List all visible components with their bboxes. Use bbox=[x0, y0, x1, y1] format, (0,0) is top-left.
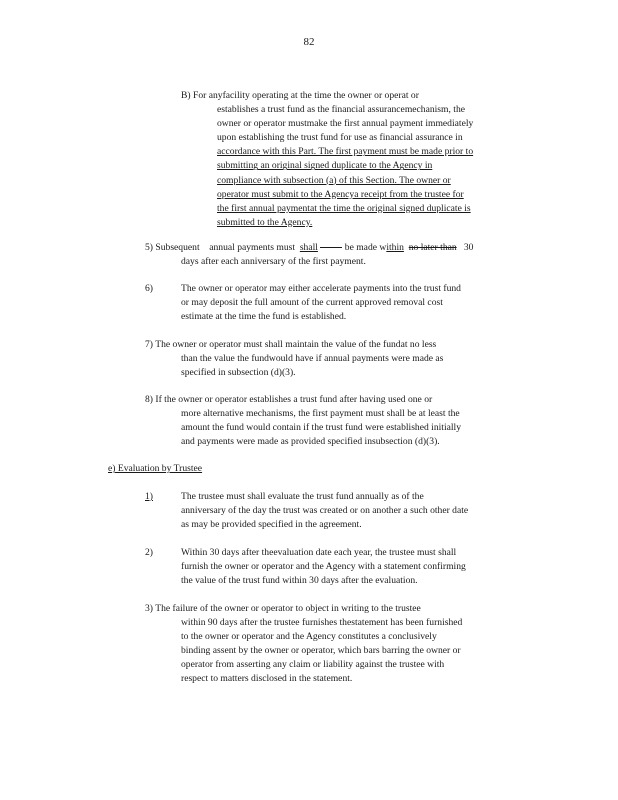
paragraph-line: accordance with this Part. The first payment must be made prior to bbox=[217, 146, 474, 158]
section-heading-e: e) Evaluation by Trustee bbox=[108, 463, 203, 474]
paragraph-line: submitting an original signed duplicate to the Agency in bbox=[217, 160, 433, 172]
item-number: 5) Subsequent bbox=[145, 242, 200, 253]
paragraph-line: respect to matters disclosed in the statement. bbox=[181, 673, 353, 685]
paragraph-line: furnish the owner or operator and the Agency with a statement confirming bbox=[181, 561, 466, 573]
paragraph-line: The trustee must shall evaluate the trust fund annually as of the bbox=[181, 491, 424, 502]
paragraph-line: operator must submit to the Agencya receipt from the trustee for bbox=[217, 188, 464, 200]
paragraph-line: or may deposit the full amount of the current approved removal cost bbox=[181, 297, 443, 309]
paragraph-7 bbox=[145, 338, 443, 380]
paragraph-line: 3) The failure of the owner or operator to object in writing to the trustee bbox=[145, 603, 421, 614]
paragraph-line: operator from asserting any claim or liability against the trustee with bbox=[181, 659, 445, 671]
paragraph-line: specified in subsection (d)(3). bbox=[181, 367, 296, 379]
paragraph-line: more alternative mechanisms, the first payment must shall be at least the bbox=[181, 408, 460, 420]
paragraph-line: 7) The owner or operator must shall maintain the value of the fundat no less bbox=[145, 339, 437, 350]
paragraph-b bbox=[181, 89, 473, 230]
paragraph-line: and payments were made as provided specified insubsection (d)(3). bbox=[181, 436, 440, 448]
paragraph-line: owner or operator mustmake the first annual payment immediately bbox=[217, 118, 474, 130]
paragraph-6-number: 6) bbox=[145, 283, 153, 294]
paragraph-line: the first annual paymentat the time the original signed duplicate is bbox=[217, 202, 471, 214]
paragraph-line: than the value the fundwould have if annual payments were made as bbox=[181, 353, 444, 365]
paragraph-line: The owner or operator may either accelerate payments into the trust fund bbox=[181, 283, 461, 294]
text-run: annual payments must bbox=[209, 242, 296, 253]
paragraph-line: Within 30 days after theevaluation date each year, the trustee must shall bbox=[181, 547, 457, 558]
paragraph-line: B) For anyfacility operating at the time the owner or operat or bbox=[181, 90, 419, 101]
paragraph-e2 bbox=[181, 546, 466, 588]
paragraph-line: compliance with subsection (a) of this Section. The owner or bbox=[217, 174, 451, 186]
paragraph-e1 bbox=[181, 490, 468, 532]
paragraph-line: as may be provided specified in the agreement. bbox=[181, 519, 362, 531]
paragraph-line: establishes a trust fund as the financial assurancemechanism, the bbox=[217, 104, 466, 116]
paragraph-8 bbox=[145, 393, 461, 449]
paragraph-line: binding assent by the owner or operator, which bars barring the owner or bbox=[181, 645, 461, 657]
paragraph-5 bbox=[145, 241, 473, 269]
paragraph-line: anniversary of the day the trust was created or on another a such other date bbox=[181, 505, 469, 517]
paragraph-line: amount the fund would contain if the trust fund were established initially bbox=[181, 422, 462, 434]
paragraph-line: to the owner or operator and the Agency constitutes a conclusively bbox=[181, 631, 437, 643]
item-number: 1) bbox=[145, 491, 153, 502]
paragraph-line: the value of the trust fund within 30 days after the evaluation. bbox=[181, 575, 418, 587]
paragraph-line: days after each anniversary of the first payment. bbox=[181, 256, 366, 268]
paragraph-line: submitted to the Agency. bbox=[217, 216, 313, 228]
text-run: 30 bbox=[463, 242, 474, 253]
deleted-text: no later than bbox=[408, 242, 457, 253]
paragraph-line bbox=[145, 241, 473, 255]
page-number: 82 bbox=[303, 36, 315, 48]
inserted-text: shall bbox=[299, 242, 318, 253]
paragraph-line: estimate at the time the fund is established. bbox=[181, 311, 347, 323]
paragraph-e3 bbox=[145, 602, 462, 687]
paragraph-line: within 90 days after the trustee furnishes thestatement has been furnished bbox=[181, 617, 463, 629]
deletion-gap bbox=[320, 247, 342, 248]
paragraph-6 bbox=[181, 282, 461, 324]
paragraph-line: 8) If the owner or operator establishes a trust fund after having used one or bbox=[145, 394, 433, 405]
text-run: be made w bbox=[344, 242, 387, 253]
inserted-text: ithin bbox=[386, 242, 404, 253]
paragraph-line: upon establishing the trust fund for use as financial assurance in bbox=[217, 132, 463, 144]
item-number: 2) bbox=[145, 547, 153, 558]
